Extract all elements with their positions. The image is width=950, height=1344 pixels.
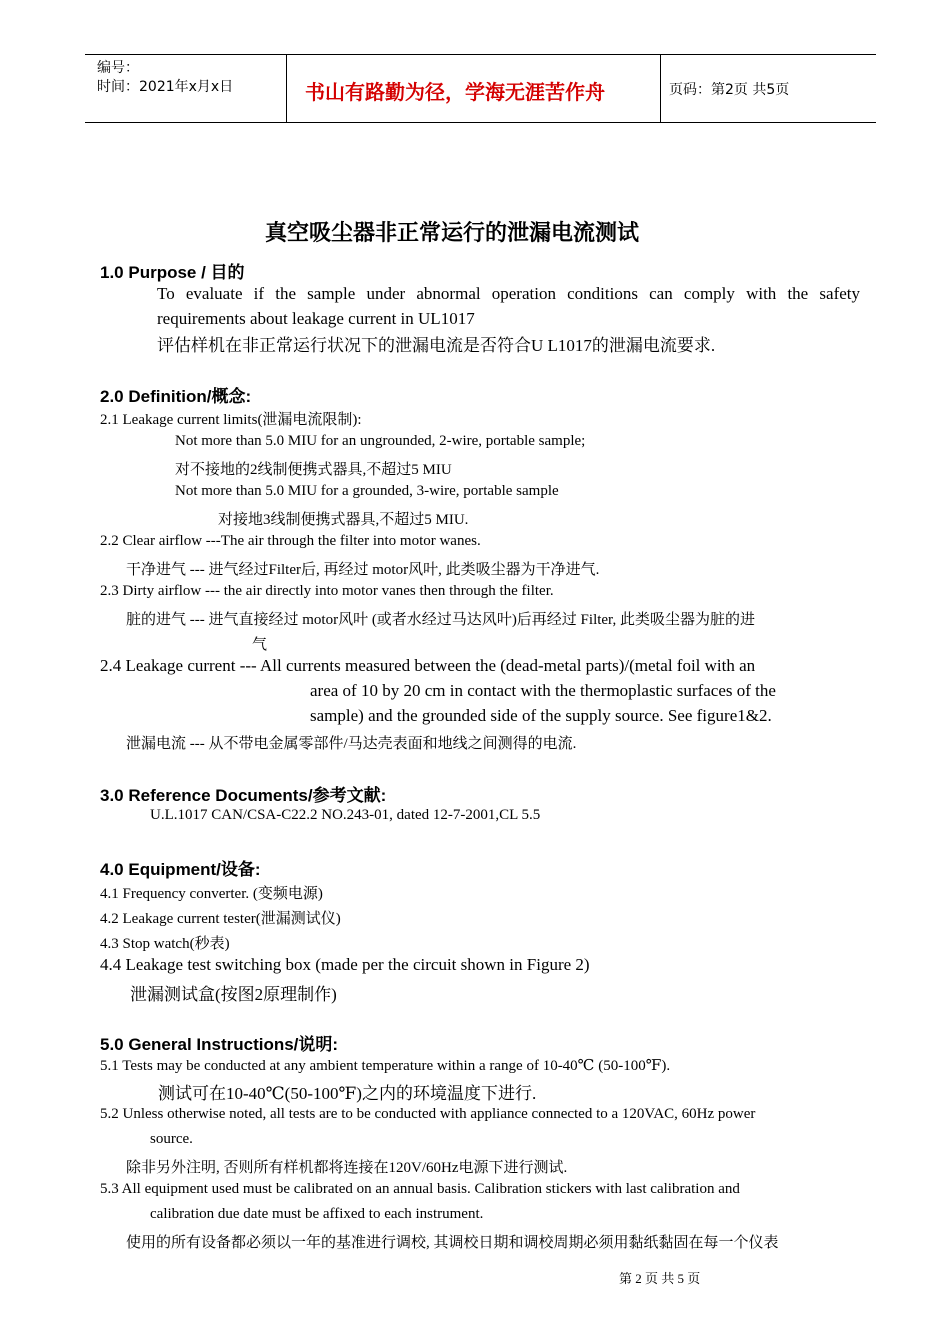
instruction-5-1-cn: 测试可在10-40℃(50-100℉)之内的环境温度下进行. (158, 1084, 537, 1103)
instruction-5-1: 5.1 Tests may be conducted at any ambient temperature within a range of 10-40℃ (50-100℉). (100, 1058, 671, 1074)
instruction-5-3: 5.3 All equipment used must be calibrated on an annual basis. Calibration stickers with last calibration and (100, 1181, 740, 1197)
header-top-rule (85, 54, 876, 55)
reference-document: U.L.1017 CAN/CSA-C22.2 NO.243-01, dated 12-7-2001,CL 5.5 (150, 807, 541, 823)
header-divider-right (660, 54, 661, 123)
section-5-heading: 5.0 General Instructions/说明: (100, 1035, 339, 1054)
equipment-item-4-2: 4.2 Leakage current tester(泄漏测试仪) (100, 911, 341, 927)
section-1-heading: 1.0 Purpose / 目的 (100, 263, 245, 282)
clause-2-2: 2.2 Clear airflow ---The air through the filter into motor wanes. (100, 533, 481, 549)
header-divider-left (286, 54, 287, 123)
clause-2-4-line-2: area of 10 by 20 cm in contact with the thermoplastic surfaces of the (310, 681, 776, 700)
clause-2-2-cn: 干净进气 --- 进气经过Filter后, 再经过 motor风叶, 此类吸尘器为干净进气. (126, 562, 600, 578)
instruction-5-2-cn: 除非另外注明, 否则所有样机都将连接在120V/60Hz电源下进行测试. (126, 1160, 568, 1176)
clause-2-3: 2.3 Dirty airflow --- the air directly into motor vanes then through the filter. (100, 583, 554, 599)
section-4-heading: 4.0 Equipment/设备: (100, 860, 261, 879)
section-1-purpose-en: To evaluate if the sample under abnormal operation conditions can comply with the safety requirements about leakage current in UL1017 (157, 284, 860, 328)
clause-2-1-d: 对接地3线制便携式器具,不超过5 MIU. (218, 512, 469, 528)
section-2-heading: 2.0 Definition/概念: (100, 387, 252, 406)
instruction-5-2: 5.2 Unless otherwise noted, all tests are to be conducted with appliance connected to a 120VAC, 60Hz power (100, 1106, 756, 1122)
equipment-item-4-1: 4.1 Frequency converter. (变频电源) (100, 886, 323, 902)
instruction-5-3-cont: calibration due date must be affixed to each instrument. (150, 1206, 484, 1222)
header-bottom-rule (85, 122, 876, 123)
clause-2-1-a: Not more than 5.0 MIU for an ungrounded, 2-wire, portable sample; (175, 433, 586, 449)
page-footer: 第 2 页 共 5 页 (619, 1271, 701, 1286)
equipment-item-4-4-cn: 泄漏测试盒(按图2原理制作) (130, 985, 337, 1004)
clause-2-4-line-3: sample) and the grounded side of the supply source. See figure1&2. (310, 706, 772, 725)
clause-2-3-cn-cont: 气 (252, 637, 268, 653)
equipment-item-4-3: 4.3 Stop watch(秒表) (100, 936, 230, 952)
clause-2-3-cn: 脏的进气 --- 进气直接经过 motor风叶 (或者水经过马达风叶)后再经过 Filter, 此类吸尘器为脏的进 (126, 612, 755, 628)
instruction-5-3-cn: 使用的所有设备都必须以一年的基准进行调校, 其调校日期和调校周期必须用黏纸黏固在每一个仪表 (126, 1235, 779, 1251)
document-time-label: 时间：2021年x月x日 (97, 79, 234, 95)
document-number-label: 编号： (97, 60, 139, 76)
header-page-label: 页码：第2页 共5页 (669, 82, 790, 98)
document-title: 真空吸尘器非正常运行的泄漏电流测试 (265, 221, 640, 246)
clause-2-4: 2.4 Leakage current --- All currents measured between the (dead-metal parts)/(metal foil with an (100, 656, 756, 675)
clause-2-1: 2.1 Leakage current limits(泄漏电流限制): (100, 412, 362, 428)
equipment-item-4-4: 4.4 Leakage test switching box (made per the circuit shown in Figure 2) (100, 955, 590, 974)
section-3-heading: 3.0 Reference Documents/参考文献: (100, 786, 387, 805)
header-motto: 书山有路勤为径，学海无涯苦作舟 (305, 80, 605, 104)
instruction-5-2-cont: source. (150, 1131, 193, 1147)
clause-2-1-b: 对不接地的2线制便携式器具,不超过5 MIU (175, 462, 452, 478)
clause-2-1-c: Not more than 5.0 MIU for a grounded, 3-wire, portable sample (175, 483, 559, 499)
section-1-purpose-cn: 评估样机在非正常运行状况下的泄漏电流是否符合U L1017的泄漏电流要求. (157, 336, 716, 355)
clause-2-4-cn: 泄漏电流 --- 从不带电金属零部件/马达壳表面和地线之间测得的电流. (126, 736, 577, 752)
